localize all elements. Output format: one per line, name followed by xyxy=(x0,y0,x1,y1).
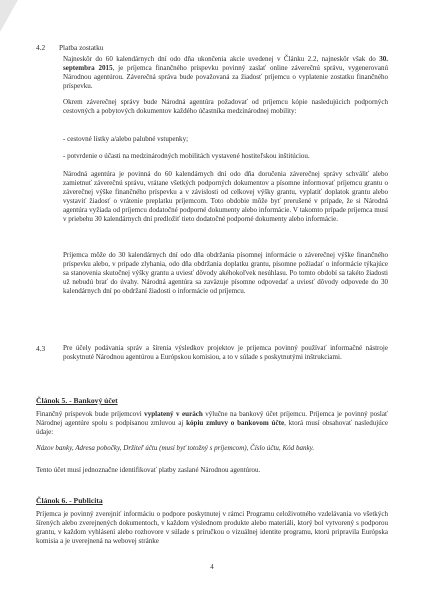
section-title: Platba zostatku xyxy=(59,43,104,52)
section-number: 4.3 xyxy=(36,344,46,353)
paragraph-publicity: Príjemca je povinný zverejniť informáciu o podpore poskytnutej v rámci Programu celoživotného vzdelávania vo všetkých šírených alebo zverejnených dokumentoch, v každom výslednom produkte alebo materiáli, ktorý bol vytvorený s podporou grantu, v každom vyhlásení alebo rozhovore v súlade s príručkou o vizuálnej identite programu, ktorú pripravila Európska komisia a je uverejnená na webovej stránke xyxy=(36,510,388,546)
scan-corner-shadow xyxy=(0,0,18,32)
paragraph-bank-identification: Tento účet musí jednoznačne identifikovať platby zaslané Národnou agentúrou. xyxy=(36,466,261,474)
paragraph-bank-account: Finančný príspevok bude príjemcovi vyplatený v eurách výlučne na bankový účet príjemcu. Príjemca je povinný poslať Národnej agentúre spolu s podpísanou zmluvou aj kópiu zmluvy o bankovom účte, ktorá musí obsahovať nasledujúce údaje: xyxy=(36,410,389,437)
paragraph-reporting-tools: Pre účely podávania správ a šírenia výsledkov projektov je príjemca povinný používať informačné nástroje poskytnuté Národnou agentúrou a Európskou komisiou, a to v súlade s poskytnutými inštrukciami. xyxy=(63,344,388,362)
paragraph-final-payment: Najneskôr do 60 kalendárnych dní odo dňa ukončenia akcie uvedenej v Článku 2.2, najneskôr však do 30. septembra 2015, je príjemca finančného príspevku povinný zaslať online záverečnú správu, vygenerovanú Národnou agentúrou. Záverečná správa bude považovaná za žiadosť príjemcu o vyplatenie zostatku finančného príspevku. xyxy=(63,55,389,91)
list-item: - potvrdenie o účasti na medzinárodných mobilitách vystavené hostiteľskou inštitúciou. xyxy=(63,152,310,160)
page-number: 4 xyxy=(210,563,214,571)
section-number: 4.2 xyxy=(36,43,46,52)
paragraph-recipient-appeal: Príjemca môže do 30 kalendárnych dní odo dňa obdržania písomnej informácie o záverečnej výške finančného príspevku alebo, v prípade zlyhania, odo dňa obdržania doplatku grantu, písomne požiadať o informácie týkajúce sa stanovenia skutočnej výšky grantu a uviesť dôvody akéhokoľvek nesúhlasu. Po tomto období sa takéto žiadosti už nebudú brať do úvahy. Národná agentúra sa zaväzuje písomne odpovedať a uviesť dôvody odpovede do 30 kalendárnych dní po obdržaní žiadosti o informácie od príjemcu. xyxy=(63,251,388,296)
paragraph-agency-approval: Národná agentúra je povinná do 60 kalendárnych dní odo dňa doručenia záverečnej správy schváliť alebo zamietnuť záverečnú správu, vrátane všetkých podporných dokumentov a písomne informovať príjemcu grantu o záverečnej výške finančného príspevku a v závislosti od celkovej výšky grantu, vyplatiť doplatok grantu alebo vystaviť žiadosť o vrátenie preplatku príjemcom. Toto obdobie môže byť prerušené v prípade, že si Národná agentúra vyžiada od príjemcu dodatočné podporné dokumenty alebo informácie. V takomto prípade príjemca musí v priebehu 30 kalendárnych dní predložiť tieto dodatočné podporné dokumenty alebo informácie. xyxy=(63,170,388,224)
paragraph-supporting-documents: Okrem záverečnej správy bude Národná agentúra požadovať od príjemcu kópie nasledujúcich podporných cestovných a pobytových dokumentov každého účastníka medzinárodnej mobility: xyxy=(63,98,388,116)
article-heading-bank-account: Článok 5. - Bankový účet xyxy=(36,396,118,405)
article-heading-publicity: Článok 6. - Publicita xyxy=(36,496,103,505)
list-item: - cestovné lístky a/alebo palubné vstupenky; xyxy=(63,135,189,143)
bank-fields-list: Názov banky, Adresa pobočky, Držiteľ účtu (musí byť totožný s príjemcom), Číslo účtu, Kód banky. xyxy=(36,444,315,452)
